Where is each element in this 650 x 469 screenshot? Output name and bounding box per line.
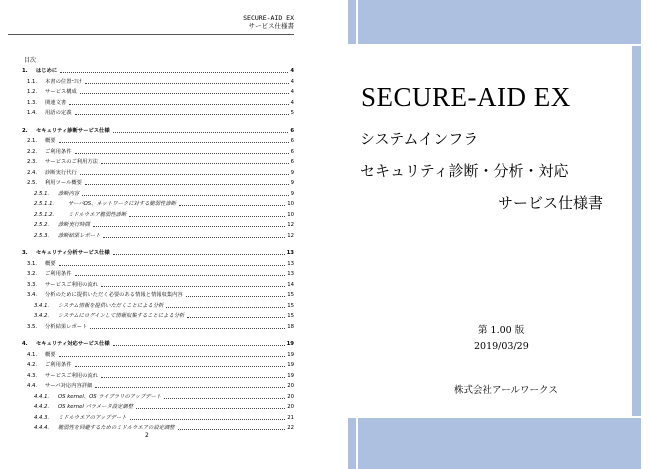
toc-title: 目次 <box>24 57 37 64</box>
toc-entry-page: 21 <box>287 414 294 421</box>
toc-entry-page: 12 <box>287 232 294 239</box>
toc-dot-leader <box>179 205 285 206</box>
toc-entry-page: 9 <box>290 180 294 186</box>
toc-dot-leader <box>95 387 285 388</box>
toc-dot-leader <box>80 174 289 175</box>
toc-entry[interactable] <box>22 261 294 268</box>
toc-dot-leader <box>80 93 289 94</box>
cover-company: 株式会社アールワークス <box>454 385 558 396</box>
toc-dot-leader <box>113 132 289 133</box>
toc-entry-text: ご利用条件 <box>45 271 72 277</box>
toc-dot-leader <box>186 296 286 297</box>
toc-entry[interactable] <box>22 222 294 229</box>
toc-entry-number: 4.4.4. <box>34 425 50 431</box>
toc-entry-page: 9 <box>290 190 294 197</box>
page-number: 2 <box>145 432 149 439</box>
toc-entry-text: サーバ対応内容詳細 <box>45 383 93 389</box>
cover-divider-top <box>348 44 650 46</box>
toc-entry-text: セキュリティ対応サービス仕様 <box>36 341 110 347</box>
toc-dot-leader <box>93 226 285 227</box>
toc-entry[interactable] <box>22 68 294 75</box>
toc-entry-number: 3.3. <box>27 281 38 288</box>
toc-entry-text: システムにログインして情報収集することによる分析 <box>58 313 185 319</box>
toc-entry-text: OS kernel、OS ライブラリのアップデート <box>58 393 162 400</box>
toc-entry[interactable] <box>22 170 294 177</box>
toc-dot-leader <box>187 317 285 318</box>
toc-entry[interactable] <box>22 292 294 299</box>
toc-entry[interactable] <box>22 313 294 320</box>
toc-entry[interactable] <box>22 180 294 187</box>
toc-entry-text: 診断結果レポート <box>58 232 101 239</box>
toc-dot-leader <box>59 142 289 143</box>
toc-entry-text: サービス構成 <box>45 89 77 95</box>
toc-entry[interactable] <box>22 404 294 411</box>
toc-entry[interactable] <box>22 324 294 331</box>
toc-entry-number: 2.4. <box>27 169 38 176</box>
toc-dot-leader <box>101 163 289 164</box>
toc-entry[interactable] <box>22 282 294 289</box>
toc-entry-text: ご利用条件 <box>45 148 72 155</box>
toc-entry-text: ミドルウエア脆弱性診断 <box>68 211 127 218</box>
toc-entry-page: 6 <box>290 138 294 144</box>
toc-entry-page: 4 <box>290 89 294 95</box>
toc-entry-number: 2.5.1.1. <box>34 201 55 207</box>
toc-entry-text: ご利用条件 <box>45 362 72 368</box>
toc-entry-text: 脆弱性を回避するためのミドルウエアの設定調整 <box>58 425 175 431</box>
cover-right-stripe <box>632 0 641 469</box>
toc-dot-leader <box>85 184 289 185</box>
toc-entry-text: はじめに <box>36 68 58 74</box>
toc-entry[interactable] <box>22 159 294 166</box>
toc-entry-number: 2. <box>22 127 28 134</box>
toc-entry[interactable] <box>22 373 294 380</box>
toc-entry-text: 概要 <box>45 138 56 144</box>
toc-dot-leader <box>129 216 285 217</box>
cover-divider-left-bottom <box>356 418 358 469</box>
toc-entry-text: 概要 <box>45 260 56 267</box>
toc-entry-page: 13 <box>286 250 294 256</box>
toc-entry-text: セキュリティ分析サービス仕様 <box>36 250 110 256</box>
toc-entry-number: 4.4.1. <box>34 393 50 400</box>
toc-entry-number: 4.4.3. <box>34 414 50 421</box>
toc-entry-text: 関連文書 <box>45 99 67 106</box>
toc-entry-text: システム情報を提供いただくことによる分析 <box>58 302 164 309</box>
page-gap <box>312 0 348 469</box>
toc-entry-page: 15 <box>287 313 294 319</box>
toc-entry-text: 診断内容 <box>58 190 80 197</box>
toc-dot-leader <box>82 195 288 196</box>
toc-entry-number: 4.4. <box>27 383 38 389</box>
toc-entry-page: 15 <box>287 292 294 298</box>
toc-entry-page: 4 <box>290 78 294 85</box>
cover-divider-bottom <box>348 416 650 418</box>
toc-dot-leader <box>59 356 286 357</box>
toc-entry[interactable] <box>22 341 294 348</box>
toc-entry-text: OS kernel パラメータ設定調整 <box>58 404 134 410</box>
toc-entry-page: 4 <box>290 68 294 74</box>
toc-entry-page: 4 <box>290 99 294 106</box>
toc-entry[interactable] <box>22 362 294 369</box>
toc-dot-leader <box>113 254 285 255</box>
toc-entry-number: 2.1. <box>27 138 38 144</box>
toc-dot-leader <box>59 265 286 266</box>
toc-entry-number: 3.4.2. <box>34 313 50 319</box>
toc-entry-text: 概要 <box>45 351 56 358</box>
toc-entry-page: 18 <box>287 323 294 330</box>
header-divider <box>8 34 294 35</box>
toc-entry[interactable] <box>22 383 294 390</box>
toc-entry-number: 3.2. <box>27 271 38 277</box>
toc-entry-text: 診断実行時間 <box>58 222 90 228</box>
document-header <box>243 14 294 30</box>
toc-dot-leader <box>90 328 285 329</box>
toc-dot-leader <box>75 366 286 367</box>
toc-entry-number: 1.3. <box>27 99 38 106</box>
cover-subtitle-3: サービス仕様書 <box>498 194 604 212</box>
toc-entry[interactable] <box>22 138 294 145</box>
toc-entry-text: サービスご利用の流れ <box>45 281 98 288</box>
toc-dot-leader <box>130 419 286 420</box>
toc-entry-number: 4.3. <box>27 372 38 379</box>
toc-entry[interactable] <box>22 128 294 135</box>
toc-entry[interactable] <box>22 415 294 422</box>
toc-entry[interactable] <box>22 212 294 219</box>
toc-entry[interactable] <box>22 201 294 208</box>
toc-entry-page: 9 <box>290 169 294 176</box>
toc-entry[interactable] <box>22 100 294 107</box>
toc-entry-number: 2.5.3. <box>34 232 50 239</box>
toc-entry-page: 19 <box>287 372 294 379</box>
toc-entry-number: 2.5.2. <box>34 222 50 228</box>
toc-dot-leader <box>164 398 285 399</box>
toc-entry-text: 分析のために提供いただく必要のある情報と情報収集内容 <box>45 292 183 298</box>
toc-entry[interactable] <box>22 394 294 401</box>
toc-entry-number: 2.5.1.2. <box>34 211 55 218</box>
toc-entry-page: 10 <box>287 211 294 218</box>
toc-dot-leader <box>136 408 285 409</box>
toc-entry-text: 用語の定義 <box>45 110 72 116</box>
toc-entry-page: 20 <box>287 393 294 400</box>
toc-entry-number: 2.3. <box>27 159 38 165</box>
toc-dot-leader <box>85 83 289 84</box>
header-product-name: SECURE-AID EX <box>243 14 294 22</box>
toc-entry-number: 2.2. <box>27 148 38 155</box>
toc-entry[interactable] <box>22 110 294 117</box>
toc-entry-text: 本書の位置づけ <box>45 78 83 85</box>
toc-entry-number: 4.4.2. <box>34 404 50 410</box>
toc-entry-page: 20 <box>287 404 294 410</box>
toc-entry[interactable] <box>22 425 294 432</box>
toc-entry-page: 15 <box>287 302 294 309</box>
cover-right-margin <box>641 0 650 469</box>
toc-entry-text: 分析結果レポート <box>45 323 88 330</box>
toc-entry-text: 利用ツール概要 <box>45 180 82 186</box>
toc-entry-number: 1.4. <box>27 110 38 116</box>
toc-entry-text: サービスご利用の流れ <box>45 372 98 379</box>
toc-entry-number: 4.1. <box>27 351 38 358</box>
cover-date: 2019/03/29 <box>474 341 529 352</box>
toc-entry-number: 1. <box>22 68 28 74</box>
toc-entry-text: サーバOS、ネットワークに対する脆弱性診断 <box>68 201 176 207</box>
toc-dot-leader <box>69 104 288 105</box>
toc-entry-number: 3.4.1. <box>34 302 50 309</box>
toc-entry-number: 3.5. <box>27 323 38 330</box>
toc-entry-text: サービスのご利用方法 <box>45 159 98 165</box>
toc-entry-page: 12 <box>287 222 294 228</box>
toc-entry-page: 19 <box>287 362 294 368</box>
toc-entry-page: 10 <box>287 201 294 207</box>
toc-entry-number: 3.1. <box>27 260 38 267</box>
toc-entry[interactable] <box>22 89 294 96</box>
toc-entry-page: 19 <box>287 351 294 358</box>
toc-page <box>0 0 312 469</box>
toc-entry-text: 診断実行代行 <box>45 169 77 176</box>
toc-entry-number: 1.2. <box>27 89 38 95</box>
toc-entry-page: 13 <box>287 260 294 267</box>
toc-dot-leader <box>113 345 285 346</box>
toc-entry-page: 22 <box>287 425 294 431</box>
toc-entry-page: 6 <box>290 127 294 134</box>
toc-entry[interactable] <box>22 250 294 257</box>
toc-entry-page: 14 <box>287 281 294 288</box>
toc-entry-number: 2.5. <box>27 180 38 186</box>
toc-entry-number: 2.5.1. <box>34 190 50 197</box>
cover-subtitle-1: システムインフラ <box>360 130 479 148</box>
cover-divider-left-top <box>356 0 358 44</box>
toc-dot-leader <box>166 307 285 308</box>
toc-dot-leader <box>101 286 285 287</box>
header-doc-title: サービス仕様書 <box>248 22 294 30</box>
toc-dot-leader <box>101 377 285 378</box>
toc-entry-text: ミドルウエアのアップデート <box>58 414 127 421</box>
toc-entry[interactable] <box>22 271 294 278</box>
toc-dot-leader <box>75 275 286 276</box>
cover-page <box>348 0 650 469</box>
toc-entry-number: 3. <box>22 250 28 256</box>
toc-entry-number: 4. <box>22 341 28 347</box>
toc-dot-leader <box>178 429 286 430</box>
toc-dot-leader <box>103 237 285 238</box>
toc-entry-number: 4.2. <box>27 362 38 368</box>
cover-version: 第 1.00 版 <box>478 325 525 336</box>
toc-entry[interactable] <box>22 352 294 359</box>
toc-entry[interactable] <box>22 149 294 156</box>
cover-product-name: SECURE-AID EX <box>361 82 571 112</box>
toc-entry[interactable] <box>22 233 294 240</box>
toc-entry-page: 20 <box>287 383 294 389</box>
cover-top-band <box>348 0 650 44</box>
cover-bottom-band <box>348 418 650 469</box>
toc-entry-page: 13 <box>287 271 294 277</box>
toc-entry-page: 6 <box>290 159 294 165</box>
toc-entry-number: 3.4. <box>27 292 38 298</box>
toc-entry-page: 6 <box>290 148 294 155</box>
toc-dot-leader <box>60 72 288 73</box>
toc-dot-leader <box>75 114 289 115</box>
cover-subtitle-2: セキュリティ診断・分析・対応 <box>360 162 569 180</box>
toc-entry-page: 19 <box>286 341 294 347</box>
toc-entry[interactable] <box>22 303 294 310</box>
toc-entry-number: 1.1. <box>27 78 38 85</box>
toc-entry[interactable] <box>22 191 294 198</box>
toc-entry-text: セキュリティ診断サービス仕様 <box>36 127 110 134</box>
toc-dot-leader <box>75 153 289 154</box>
toc-entry[interactable] <box>22 79 294 86</box>
toc-entry-page: 5 <box>290 110 294 116</box>
